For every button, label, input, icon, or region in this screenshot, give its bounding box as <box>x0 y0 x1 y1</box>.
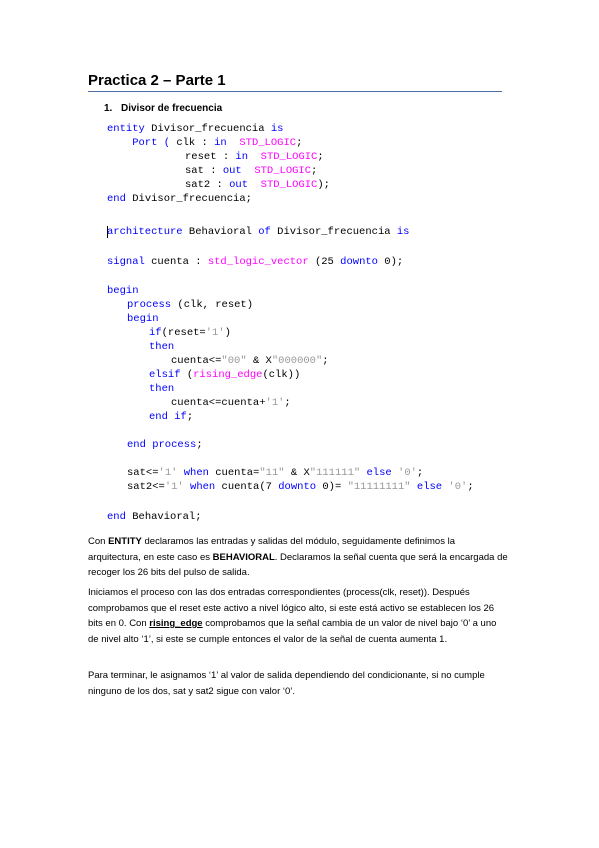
code-line: begin <box>107 285 139 297</box>
paragraph-process: Iniciamos el proceso con las dos entradas correspondientes (process(clk, reset)). Después comprobamos que el reset este activo a nivel lógico alto, si este está activo se establecen los 26 bits en 0. Con rising_edge comprobamos que la señal cambia de un valor de nivel bajo ‘0’ a uno de nivel alto ‘1’, si este se cumple entonces el valor de la señal de cuenta aumenta 1. <box>88 587 497 645</box>
code-line: end Divisor_frecuencia; <box>107 193 252 205</box>
code-line: Port ( clk : in STD_LOGIC; <box>107 137 303 149</box>
code-line: sat : out STD_LOGIC; <box>185 165 318 177</box>
code-line: end if; <box>149 411 194 423</box>
code-line: end process; <box>127 439 203 451</box>
code-line: sat2<='1' when cuenta(7 downto 0)= "11111111" else '0'; <box>127 481 474 493</box>
code-line: reset : in STD_LOGIC; <box>185 151 324 163</box>
code-line: cuenta<=cuenta+'1'; <box>171 397 291 409</box>
paragraph-conclusion: Para terminar, le asignamos ‘1’ al valor de salida dependiendo del condicionante, si no cumple ninguno de los dos, sat y sat2 sigue con valor ‘0’. <box>88 670 485 697</box>
page-title: Practica 2 – Parte 1 <box>88 72 226 89</box>
code-line: entity Divisor_frecuencia is <box>107 123 284 135</box>
code-line: sat<='1' when cuenta="11" & X"111111" else '0'; <box>127 467 424 479</box>
code-line: elsif (rising_edge(clk)) <box>149 369 301 381</box>
code-line: architecture Behavioral of Divisor_frecuencia is <box>107 226 410 238</box>
code-line: cuenta<="00" & X"000000"; <box>171 355 329 367</box>
vhdl-code-block <box>107 123 527 523</box>
code-line: then <box>149 341 175 353</box>
section-heading <box>104 103 222 114</box>
section-number: 1. <box>104 103 113 114</box>
code-line: sat2 : out STD_LOGIC); <box>185 179 330 191</box>
section-label: Divisor de frecuencia <box>121 103 223 114</box>
code-line: begin <box>127 313 159 325</box>
paragraph-entity: Con ENTITY declaramos las entradas y salidas del módulo, seguidamente definimos la arquitectura, en este caso es BEHAVIORAL. Declaramos la señal cuenta que será la encargada de recoger los 26 bits del pulso de salida. <box>88 536 508 578</box>
code-line: end Behavioral; <box>107 511 202 523</box>
code-line: if(reset='1') <box>149 327 231 339</box>
code-line: then <box>149 383 175 395</box>
code-line: signal cuenta : std_logic_vector (25 downto 0); <box>107 256 404 268</box>
code-line: process (clk, reset) <box>127 299 254 311</box>
title-underline <box>88 91 502 92</box>
